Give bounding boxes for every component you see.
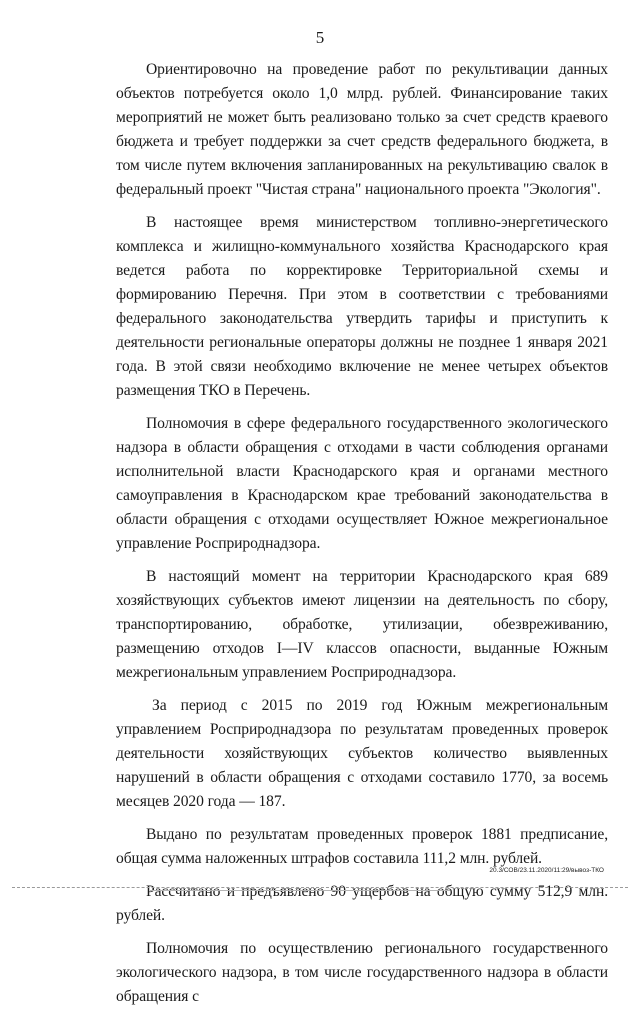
document-footer-code: 20.3/СОВ/23.11.2020/11:29/вывоз-ТКО	[489, 867, 604, 874]
paragraph-rekultivatsiya: Ориентировочно на проведение работ по рекультивации данных объектов потребуется около 1,0 млрд. рублей. Финансирование таких мероприятий не может быть реализовано только за счет средств краевого бюджета и требует поддержки за счет средств федерального бюджета, в том числе путем включения запланированных на рекультивацию свалок в федеральный проект "Чистая страна" национального проекта "Экология".	[116, 61, 608, 198]
scan-artifact-line-secondary	[150, 890, 450, 891]
paragraph-ushcherby: Рассчитано и предъявлено 90 ущербов на общую сумму 512,9 млн. рублей.	[116, 883, 608, 924]
paragraph-federalny-nadzor: Полномочия в сфере федерального государственного экологического надзора в области обращения с отходами в части соблюдения органами исполнительной власти Краснодарского края и органами местного самоуправления в Краснодарском крае требований законодательства в области обращения с отходами осуществляет Южное межрегиональное управление Росприроднадзора.	[116, 415, 608, 552]
paragraph-predpisaniya: Выдано по результатам проведенных проверок 1881 предписание, общая сумма наложенных штрафов составила 111,2 млн. рублей.	[116, 826, 608, 867]
scan-artifact-line	[12, 887, 628, 888]
document-body	[116, 58, 608, 1018]
paragraph-regionalny-nadzor: Полномочия по осуществлению регионального государственного экологического надзора, в том числе государственного надзора в области обращения с	[116, 940, 608, 1005]
paragraph-territorialnaya-skhema: В настоящее время министерством топливно-энергетического комплекса и жилищно-коммунального хозяйства Краснодарского края ведется работа по корректировке Территориальной схемы и формированию Перечня. При этом в соответствии с требованиями федерального законодательства утвердить тарифы и приступить к деятельности региональные операторы должны не позднее 1 января 2021 года. В этой связи необходимо включение не менее четырех объектов размещения ТКО в Перечень.	[116, 214, 608, 399]
paragraph-narusheniya: За период с 2015 по 2019 год Южным межрегиональным управлением Росприроднадзора по результатам проведенных проверок деятельности хозяйствующих субъектов количество выявленных нарушений в области обращения с отходами составило 1770, за восемь месяцев 2020 года — 187.	[116, 697, 608, 810]
paragraph-litsenzii: В настоящий момент на территории Краснодарского края 689 хозяйствующих субъектов имеют лицензии на деятельность по сбору, транспортированию, обработке, утилизации, обезвреживанию, размещению отходов I—IV классов опасности, выданные Южным межрегиональным управлением Росприроднадзора.	[116, 568, 608, 681]
page-number: 5	[315, 28, 325, 47]
